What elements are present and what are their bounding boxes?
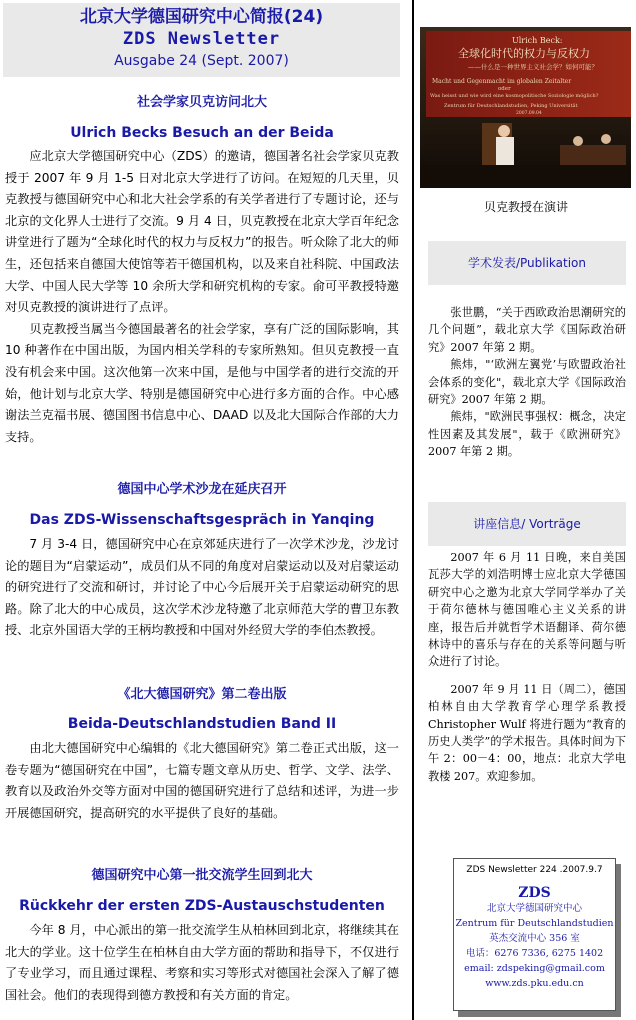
contact-address: 英杰交流中心 356 室 [489,933,580,944]
newsletter-title-en: ZDS Newsletter [122,29,281,49]
banner-text: Macht und Gegenmacht im globalen Zeitalter [432,78,572,85]
banner-text: Zentrum für Deutschlandstudien, Peking Universität [444,103,578,109]
lecture-photo-image [420,27,631,188]
article1-paragraph: 贝克教授当属当今德国最著名的社会学家，享有广泛的国际影响，其 10 种著作在中国出版，为国内相关学科的专家所熟知。但贝克教授一直没有机会来中国。这次他第一次来中国，是他与中国学者的进行交流的开始，他计划与北京大学、特别是德国研究中心进行多方面的合作。中心感谢法兰克福书展、德国图书信息中心、DAAD 以及北大国际合作部的大力支持。 [5,321,399,444]
publications-header: 学术发表/Publikation [428,241,626,285]
lecture-photo [420,27,631,188]
photo-caption: 贝克教授在演讲 [483,200,568,214]
contact-card [453,858,616,1011]
article4-headline-cn: 德国研究中心第一批交流学生回到北大 [91,868,313,883]
contact-org-cn: 北京大学德国研究中心 [486,903,582,914]
newsletter-title-cn: 北京大学德国研究中心简报(24) [79,7,324,27]
article1-headline-cn: 社会学家贝克访问北大 [136,95,267,110]
lecture-item: 2007 年 6 月 11 日晚，来自美国瓦莎大学的刘浩明博士应北京大学德国研究中心之邀为北京大学同学举办了关于荷尔德林与德国唯心主义关系的讲座，报告后并就哲学术语翻译、荷尔德林诗中的喜乐与存在的关系等问题与听众进行了讨论。 [428,551,626,669]
contact-email[interactable]: email: zdspeking@gmail.com [464,963,605,974]
column-divider [412,0,414,1020]
stage-floor [420,165,631,188]
banner-text: ——什么是一种世界主义社会学？如何可能？ [468,63,598,71]
speaker-body [496,137,514,167]
article3-paragraph: 由北大德国研究中心编辑的《北大德国研究》第二卷正式出版，这一卷专题为“德国研究在中国”，七篇专题文章从历史、哲学、文学、法学、教育以及政治外交等方面对中国的德国研究进行了总结和述评，为进一步开展德国研究，提高研究的水平提供了良好的基础。 [5,741,399,820]
publication-item: 熊炜，"欧洲民事强权：概念，决定性因素及其发展"，载于《欧洲研究》2007 年第 2 期。 [428,410,626,459]
article3-headline-cn: 《北大德国研究》第二卷出版 [117,687,287,702]
article4-body [5,920,399,1006]
contact-website[interactable]: www.zds.pku.edu.cn [485,978,584,989]
lectures-header: 讲座信息/ Vorträge [428,502,626,546]
publications-list [428,304,626,461]
lecture-item: 2007 年 9 月 11 日（周二），德国柏林自由大学教育学心理学系教授 Christopher Wulf 将进行题为“教育的历史人类学”的学术报告。具体时间为下午 2：00－4：00，地点：北京大学电教楼 207。欢迎参加。 [428,682,626,783]
article3-headline-de: Beida-Deutschlandstudien Band II [67,716,337,732]
article1-headline-de: Ulrich Becks Besuch an der Beida [70,125,334,141]
contact-newsletter-line: ZDS Newsletter 224 .2007.9.7 [466,865,603,875]
speaker-head [498,125,510,137]
panelist-head [573,136,583,146]
banner-text: 全球化时代的权力与反权力 [458,47,590,60]
article3-body [5,738,399,824]
publication-item: 张世鹏，“关于西欧政治思潮研究的几个问题”，载北京大学《国际政治研究》2007 年第 2 期。 [428,306,626,354]
article2-body [5,534,399,642]
banner-text: Was heisst und wie wird eine kosmopolitische Soziologie möglich? [430,93,599,99]
issue-line: Ausgabe 24 (Sept. 2007) [114,53,289,69]
article1-paragraph: 应北京大学德国研究中心（ZDS）的邀请，德国著名社会学家贝克教授于 2007 年 9 月 1-5 日对北京大学进行了访问。在短短的几天里，贝克教授与德国研究中心和北大社会学系的有关学者进行了专题讨论，还与北京的文化界人士进行了交流。9 月 4 日，贝克教授在北京大学百年纪念讲堂进行了题为“全球化时代的权力与反权力”的报告。听众除了北大的师生，还包括来自德国大使馆等若干德国机构，以及来自社科院、中国政法大学、中国人民大学等 10 余所大学和研究机构的专家。俞可平教授特邀对贝克教授的演讲进行了点评。 [5,149,399,315]
contact-org-de: Zentrum für Deutschlandstudien [455,918,614,929]
article2-headline-cn: 德国中心学术沙龙在延庆召开 [117,482,287,497]
article4-headline-de: Rückkehr der ersten ZDS-Austauschstudenten [19,898,385,914]
banner-text: oder [498,86,511,92]
masthead [3,3,400,77]
banner-text: 2007.09.04 [516,111,542,116]
contact-phone: 电话：6276 7336, 6275 1402 [465,948,604,959]
banner-text: Ulrich Beck: [512,36,563,45]
publication-item: 熊炜，"‘欧洲左翼党’与欧盟政治社会体系的变化"，载北京大学《国际政治研究》2007 年第 2 期。 [428,358,626,407]
panelist-head [601,134,611,144]
lectures-list [428,549,626,785]
article1-body [5,146,399,448]
panel-table [560,145,626,165]
contact-org-short: ZDS [518,885,551,901]
article2-headline-de: Das ZDS-Wissenschaftsgespräch in Yanqing [29,512,375,528]
article2-paragraph: 7 月 3-4 日，德国研究中心在京郊延庆进行了一次学术沙龙，沙龙讨论的题目为“启蒙运动”，成员们从不同的角度对启蒙运动以及对启蒙运动的研究进行了交流和研讨，并讨论了中心今后展开关于启蒙运动研究的思路。除了北大的中心成员，这次学术沙龙特邀了北京师范大学的曹卫东教授、北京外国语大学的王柄均教授和中国对外经贸大学的李伯杰教授。 [5,537,399,638]
article4-paragraph: 今年 8 月，中心派出的第一批交流学生从柏林回到北京，将继续其在北大的学业。这十位学生在柏林自由大学方面的帮助和指导下，不仅进行了专业学习，而且通过课程、考察和实习等形式对德国社会深入了解了德国社会。他们的表现得到德方教授和有关方面的肯定。 [5,923,399,1002]
